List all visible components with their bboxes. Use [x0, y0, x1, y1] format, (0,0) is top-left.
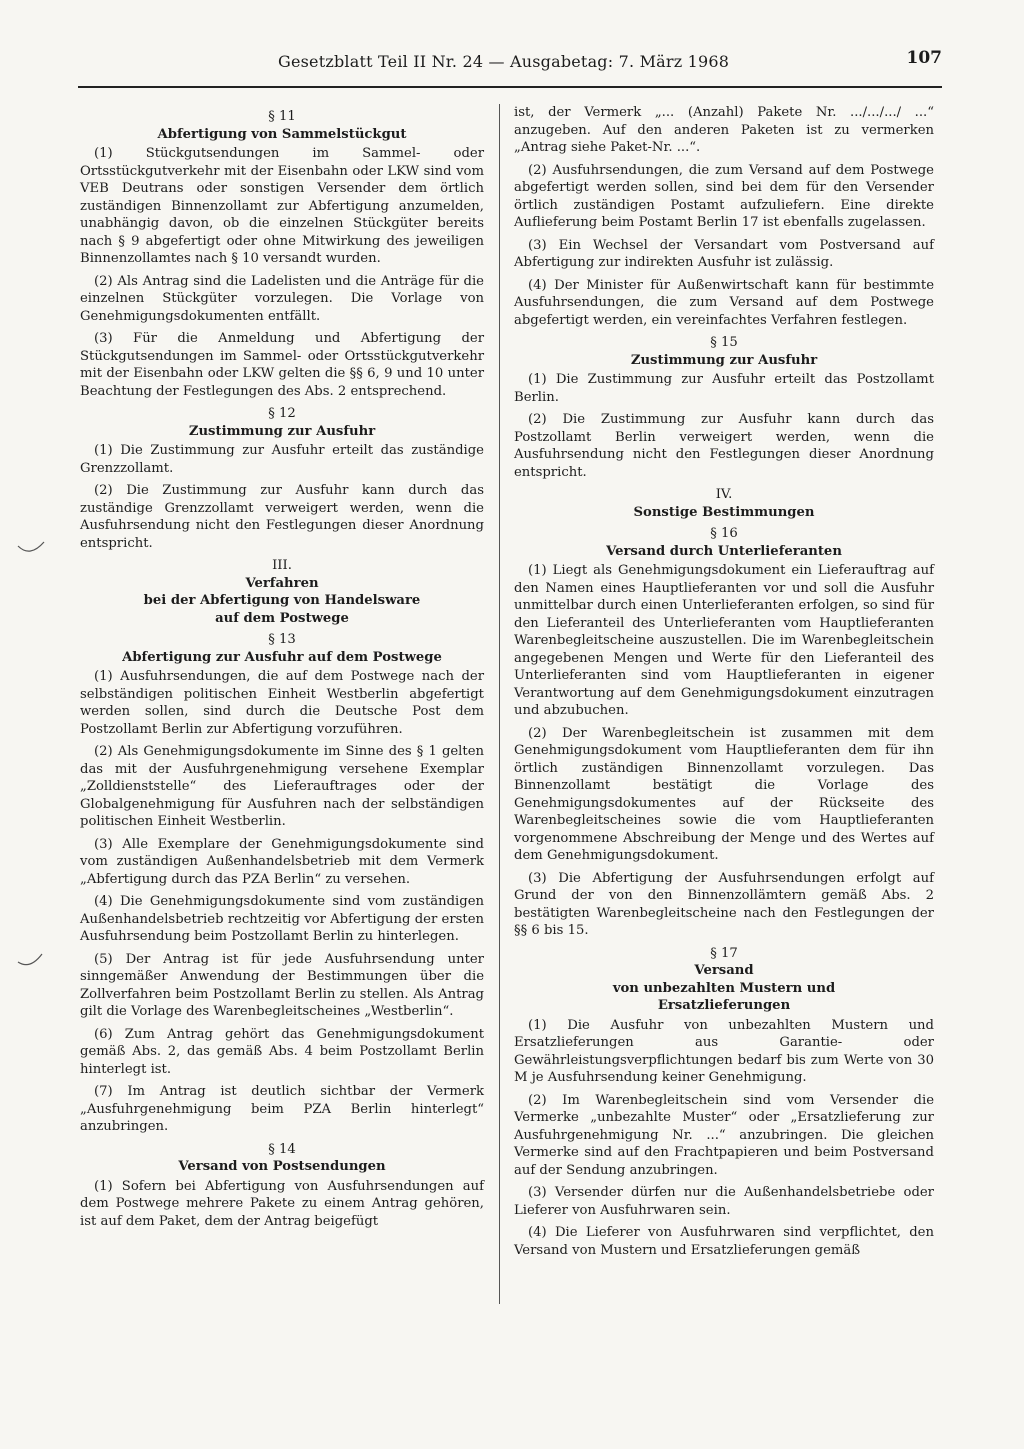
section-title: Versand durch Unterlieferanten — [606, 543, 842, 559]
paragraph: (3) Die Abfertigung der Ausfuhrsendungen erfolgt auf Grund der von den Binnenzollämtern gemäß Abs. 2 bestätigten Warenbegleitscheine nach den Festlegungen der §§ 6 bis 15. — [514, 870, 934, 938]
section-number: § 17 — [710, 945, 738, 961]
section-number: § 14 — [268, 1141, 296, 1157]
pencil-mark-icon — [16, 952, 46, 972]
pencil-mark-icon — [16, 540, 46, 560]
section-number: § 12 — [268, 406, 296, 421]
paragraph: (4) Der Minister für Außenwirtschaft kann für bestimmte Ausfuhrsendungen, die zum Versand auf dem Postwege abgefertigt werden, ein vereinfachtes Verfahren festlegen. — [514, 277, 934, 328]
paragraph: (1) Liegt als Genehmigungsdokument ein Lieferauftrag auf den Namen eines Hauptlieferanten vor und soll die Ausfuhr unmittelbar durch einen Unterlieferanten erfolgen, so sind für den Lieferanteil des Unterlieferanten vom Hauptlieferanten Warenbegleitscheine auszustellen. Die im Warenbegleitschein angegebenen Mengen und Werte für den Lieferanteil des Unterlieferanten sind vom Hauptlieferanten in eigener Verantwortung auf dem Genehmigungsdokument einzutragen und abzubuchen. — [514, 563, 934, 718]
part-title: auf dem Postwege — [215, 610, 349, 626]
part-numeral: IV. — [715, 487, 733, 502]
paragraph: (1) Die Ausfuhr von unbezahlten Mustern und Ersatzlieferungen aus Garantie- oder Gewährleistungsverpflichtungen bedarf bis zum Werte von 30 M je Ausfuhrsendung keiner Genehmigung. — [514, 1017, 934, 1085]
paragraph: (3) Versender dürfen nur die Außenhandelsbetriebe oder Lieferer von Ausfuhrwaren sein. — [514, 1185, 934, 1218]
gazette-title: Gesetzblatt Teil II Nr. 24 — Ausgabetag: 7. März 1968 — [278, 52, 730, 71]
header-rule — [78, 86, 942, 88]
paragraph: (1) Ausfuhrsendungen, die auf dem Postwege nach der selbständigen politischen Einheit Westberlin abgefertigt werden sollen, sind durch die Deutsche Post dem Postzollamt Berlin zur Abfertigung vorzuführen. — [80, 669, 484, 737]
column-divider — [499, 104, 500, 1304]
section-number: § 16 — [710, 526, 738, 541]
section-title: Ersatzlieferungen — [657, 998, 791, 1013]
paragraph: (5) Der Antrag ist für jede Ausfuhrsendung unter sinngemäßer Anwendung der Bestimmungen über die Zollverfahren beim Postzollamt Berlin zu stellen. Als Antrag gilt die Vorlage des Warenbegleitscheines „Westberlin“. — [80, 951, 484, 1019]
page-number: 107 — [906, 48, 942, 68]
paragraph: (1) Die Zustimmung zur Ausfuhr erteilt das Postzollamt Berlin. — [514, 372, 934, 405]
section-number: § 11 — [268, 109, 296, 124]
paragraph: (4) Die Genehmigungsdokumente sind vom zuständigen Außenhandelsbetrieb rechtzeitig vor Abfertigung der ersten Ausfuhrsendung beim Postzollamt Berlin zu hinterlegen. — [80, 894, 484, 944]
section-title: Zustimmung zur Ausfuhr — [630, 352, 818, 368]
paragraph: (4) Die Lieferer von Ausfuhrwaren sind verpflichtet, den Versand von Mustern und Ersatzlieferungen gemäß — [514, 1225, 934, 1258]
paragraph: (2) Im Warenbegleitschein sind vom Versender die Vermerke „unbezahlte Muster“ oder „Ersatzlieferung zur Ausfuhrgenehmigung Nr. ...“ anzubringen. Die gleichen Vermerke sind auf den Frachtpapieren und beim Postversand auf der Sendung anzubringen. — [514, 1092, 934, 1178]
paragraph: (2) Die Zustimmung zur Ausfuhr kann durch das Postzollamt Berlin verweigert werden, wenn die Ausfuhrsendung nicht den Festlegungen dieser Anordnung entspricht. — [514, 412, 934, 480]
paragraph: (3) Für die Anmeldung und Abfertigung der Stückgutsendungen im Sammel- oder Ortsstückgutverkehr mit der Eisenbahn oder LKW gelten die §§ 6, 9 und 10 unter Beachtung der Festlegungen des Abs. 2 entsprechend. — [80, 331, 484, 399]
section-title: Abfertigung von Sammelstückgut — [157, 126, 407, 142]
paragraph: (7) Im Antrag ist deutlich sichtbar der Vermerk „Ausfuhrgenehmigung beim PZA Berlin hinterlegt“ anzubringen. — [80, 1084, 484, 1134]
paragraph: (2) Als Antrag sind die Ladelisten und die Anträge für die einzelnen Stückgüter vorzulegen. Die Vorlage von Genehmigungsdokumenten entfällt. — [80, 273, 484, 324]
paragraph: (3) Ein Wechsel der Versandart vom Postversand auf Abfertigung zur indirekten Ausfuhr ist zulässig. — [514, 237, 934, 270]
section-title: Versand von Postsendungen — [178, 1159, 386, 1174]
section-title: von unbezahlten Mustern und — [612, 980, 836, 996]
section-number: § 15 — [710, 335, 738, 350]
part-numeral: III. — [272, 558, 292, 573]
paragraph: (2) Der Warenbegleitschein ist zusammen mit dem Genehmigungsdokument vom Hauptlieferanten dem für ihn örtlich zuständigen Binnenzollamt vorzulegen. Das Binnenzollamt bestätigt die Vorlage des Genehmigungsdokumentes auf der Rückseite des Warenbegleitscheines sowie die vom Hauptlieferanten vorgenommene Abschreibung der Menge und des Wertes auf dem Genehmigungsdokument. — [514, 725, 934, 863]
paragraph: (1) Stückgutsendungen im Sammel- oder Ortsstückgutverkehr mit der Eisenbahn oder LKW sind vom VEB Deutrans oder sonstigen Versender dem örtlich zuständigen Binnenzollamt zur Abfertigung anzumelden, unabhängig davon, ob die einzelnen Stückgüter bereits nach § 9 abgefertigt oder ohne Mitwirkung des jeweiligen Binnenzollamtes nach § 10 versandt wurden. — [80, 146, 484, 266]
paragraph: (2) Die Zustimmung zur Ausfuhr kann durch das zuständige Grenzzollamt verweigert werden, wenn die Ausfuhrsendung nicht den Festlegungen dieser Anordnung entspricht. — [80, 483, 484, 551]
page-header — [78, 48, 942, 88]
paragraph: ist, der Vermerk „... (Anzahl) Pakete Nr. .../.../.../ ...“ anzugeben. Auf den anderen Paketen ist zu vermerken „Antrag siehe Paket-Nr. ...“. — [514, 105, 934, 155]
right-column — [514, 104, 934, 1264]
section-number: § 13 — [268, 632, 296, 647]
part-title: Verfahren — [245, 575, 319, 591]
part-title: bei der Abfertigung von Handelsware — [143, 593, 421, 608]
paragraph: (1) Die Zustimmung zur Ausfuhr erteilt das zuständige Grenzzollamt. — [80, 443, 484, 476]
left-column — [80, 104, 484, 1235]
paragraph: (1) Sofern bei Abfertigung von Ausfuhrsendungen auf dem Postwege mehrere Pakete zu einem Antrag gehören, ist auf dem Paket, dem der Antrag beigefügt — [80, 1178, 484, 1229]
paragraph: (3) Alle Exemplare der Genehmigungsdokumente sind vom zuständigen Außenhandelsbetrieb mit dem Vermerk „Abfertigung durch das PZA Berlin“ zu versehen. — [80, 836, 484, 887]
paragraph: (6) Zum Antrag gehört das Genehmigungsdokument gemäß Abs. 2, das gemäß Abs. 4 beim Postzollamt Berlin hinterlegt ist. — [80, 1026, 484, 1077]
paragraph: (2) Als Genehmigungsdokumente im Sinne des § 1 gelten das mit der Ausfuhrgenehmigung versehene Exemplar „Zolldienststelle“ des Lieferauftrages oder der Globalgenehmigung für Ausfuhren nach der selbständigen politischen Einheit Westberlin. — [80, 744, 484, 829]
section-title: Abfertigung zur Ausfuhr auf dem Postwege — [122, 649, 442, 665]
section-title: Versand — [694, 963, 754, 978]
part-title: Sonstige Bestimmungen — [633, 504, 815, 520]
section-title: Zustimmung zur Ausfuhr — [188, 423, 376, 439]
paragraph: (2) Ausfuhrsendungen, die zum Versand auf dem Postwege abgefertigt werden sollen, sind bei dem für den Versender örtlich zuständigen Postamt aufzuliefern. Eine direkte Auflieferung beim Postamt Berlin 17 ist ebenfalls zugelassen. — [514, 162, 934, 230]
